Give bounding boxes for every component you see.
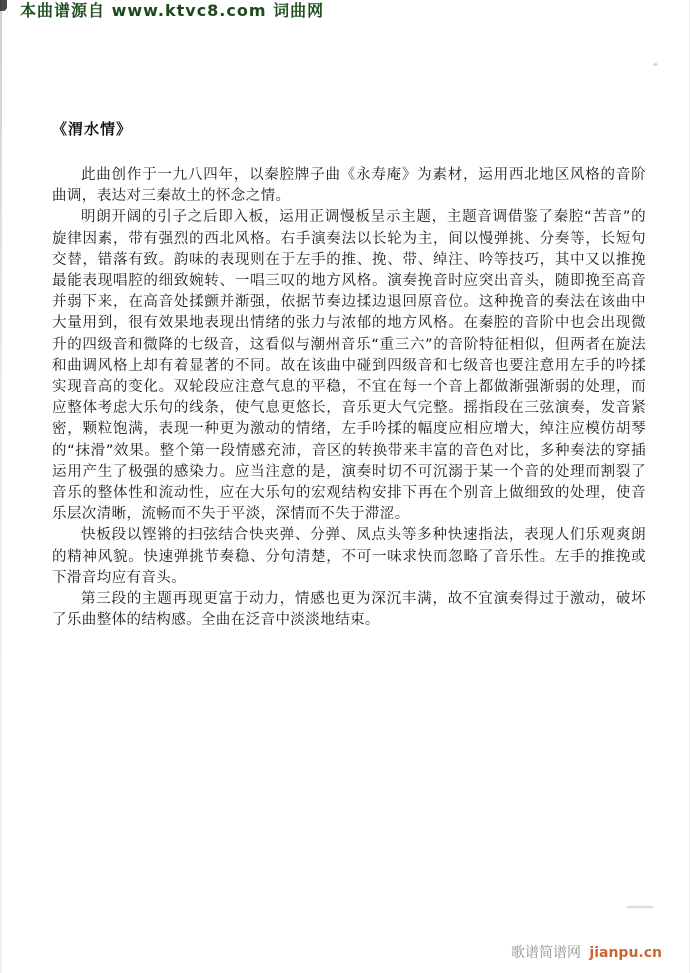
scan-dash-mark: [627, 906, 653, 908]
source-watermark: 本曲谱源自 www.ktvc8.com 词曲网: [20, 1, 325, 20]
piece-description: [52, 165, 646, 631]
page-left-edge: [0, 0, 2, 973]
footer-watermark: [511, 945, 662, 961]
paragraph-origin: 此曲创作于一九八四年，以秦腔牌子曲《永寿庵》为素材，运用西北地区风格的音阶曲调，表达对三秦故土的怀念之情。: [52, 167, 646, 205]
document-page: [52, 118, 646, 631]
scan-corner-mark: [0, 0, 7, 11]
paragraph-third-section: 第三段的主题再现更富于动力，情感也更为深沉丰满，故不宜演奏得过于激动，破坏了乐曲整体的结构感。全曲在泛音中淡淡地结束。: [52, 591, 646, 629]
footer-site-url: jianpu.cn: [589, 945, 662, 961]
paragraph-first-section: 明朗开阔的引子之后即入板，运用正调慢板呈示主题，主题音调借鉴了秦腔“苦音”的旋律因素，带有强烈的西北风格。右手演奏法以长轮为主，间以慢弹挑、分奏等，长短句交替，错落有致。韵味的表现则在于左手的推、挽、带、绰注、吟等技巧，其中又以推挽最能表现唱腔的细致婉转、一唱三叹的地方风格。演奏挽音时应突出音头，随即挽至高音并弱下来，在高音处揉颤并渐强，依据节奏边揉边退回原音位。这种挽音的奏法在该曲中大量用到，很有效果地表现出情绪的张力与浓郁的地方风格。在秦腔的音阶中也会出现微升的四级音和微降的七级音，这看似与潮州音乐“重三六”的音阶特征相似，但两者在旋法和曲调风格上却有着显著的不同。故在该曲中碰到四级音和七级音也要注意用左手的吟揉实现音高的变化。双轮段应注意气息的平稳，不宜在每一个音上都做渐强渐弱的处理，而应整体考虑大乐句的线条，使气息更悠长，音乐更大气完整。摇指段在三弦演奏，发音紧密，颗粒饱满，表现一种更为激动的情绪，左手吟揉的幅度应相应增大，绰注应模仿胡琴的“抹滑”效果。整个第一段情感充沛，音区的转换带来丰富的音色对比，多种奏法的穿插运用产生了极强的感染力。应当注意的是，演奏时切不可沉溺于某一个音的处理而割裂了音乐的整体性和流动性，应在大乐句的宏观结构安排下再在个别音上做细致的处理，使音乐层次清晰，流畅而不失于平淡，深情而不失于滞涩。: [52, 209, 646, 523]
scan-speck: [653, 63, 658, 66]
piece-title: 《渭水情》: [52, 120, 133, 138]
paragraph-allegro-section: 快板段以铿锵的扫弦结合快夹弹、分弹、凤点头等多种快速指法，表现人们乐观爽朗的精神风貌。快速弹挑节奏稳、分句清楚，不可一味求快而忽略了音乐性。左手的推挽或下滑音均应有音头。: [52, 527, 646, 586]
footer-site-name: 歌谱简谱网: [510, 945, 581, 961]
